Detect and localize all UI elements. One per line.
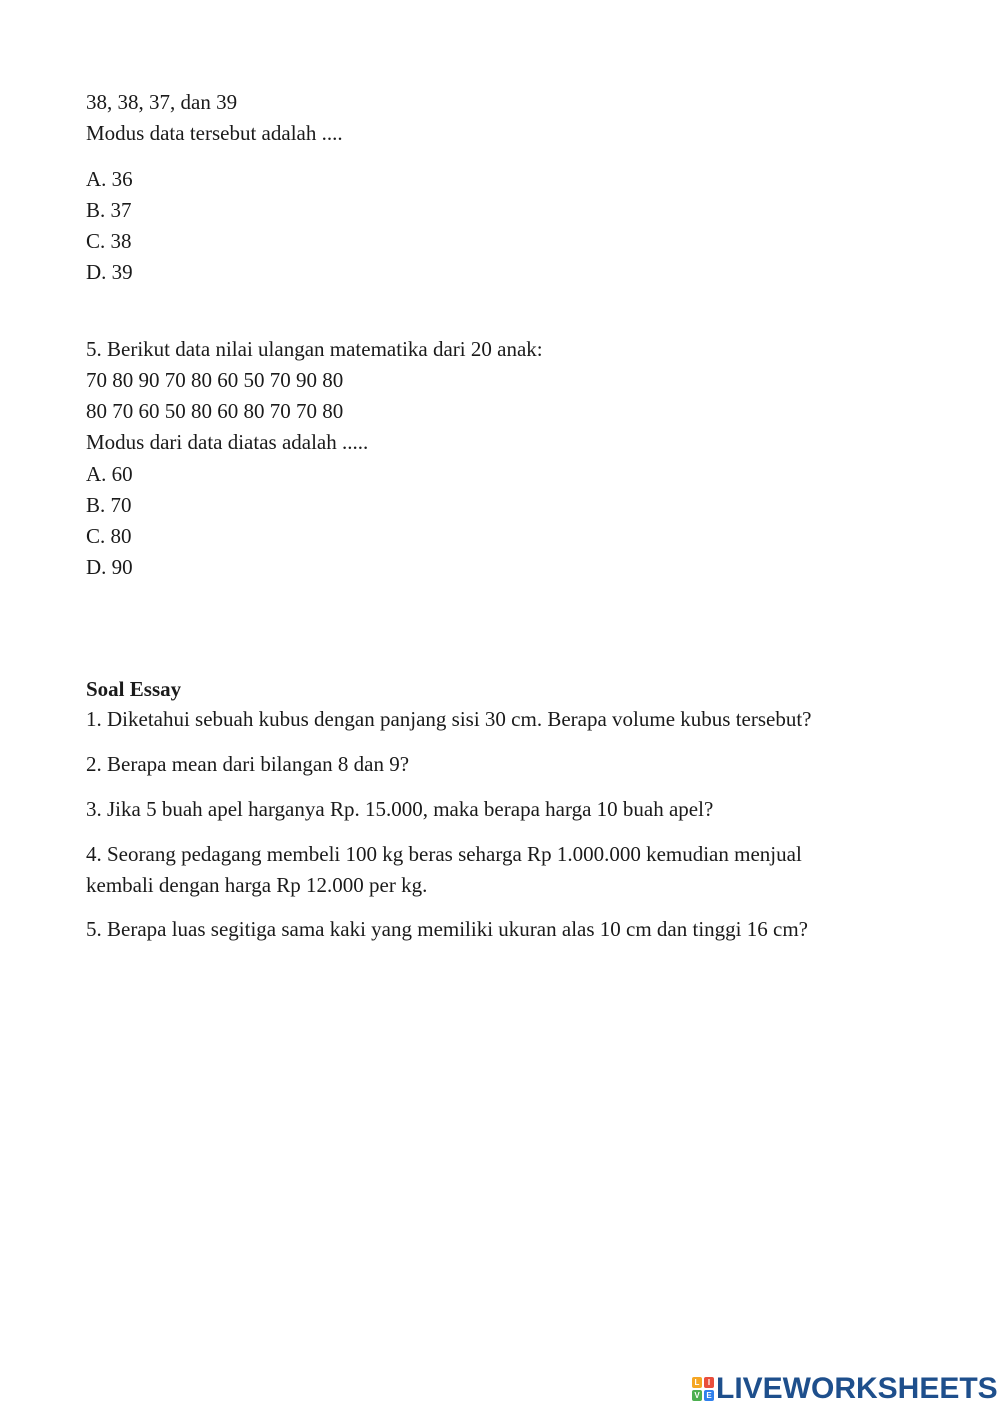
essay-item-1: 1. Diketahui sebuah kubus dengan panjang sisi 30 cm. Berapa volume kubus tersebut? — [86, 707, 812, 731]
q4-option-d: D. 39 — [86, 260, 133, 284]
q4-question: Modus data tersebut adalah .... — [86, 121, 343, 145]
q5-option-b: B. 70 — [86, 493, 132, 517]
liveworksheets-logo — [692, 1372, 998, 1406]
q4-option-a: A. 36 — [86, 167, 133, 191]
q4-option-b: B. 37 — [86, 198, 132, 222]
essay-item-4-line-2: kembali dengan harga Rp 12.000 per kg. — [86, 873, 428, 897]
q5-prompt: Modus dari data diatas adalah ..... — [86, 430, 369, 454]
q5-question: 5. Berikut data nilai ulangan matematika dari 20 anak: — [86, 337, 543, 361]
essay-item-4-line-1: 4. Seorang pedagang membeli 100 kg beras seharga Rp 1.000.000 kemudian menjual — [86, 842, 802, 866]
essay-item-5: 5. Berapa luas segitiga sama kaki yang memiliki ukuran alas 10 cm dan tinggi 16 cm? — [86, 917, 808, 941]
liveworksheets-logo-icon — [692, 1377, 714, 1401]
liveworksheets-brand-text: LIVEWORKSHEETS — [716, 1372, 998, 1405]
logo-tile-i: I — [704, 1377, 714, 1388]
q4-option-c: C. 38 — [86, 229, 132, 253]
logo-tile-l: L — [692, 1377, 702, 1388]
logo-tile-v: V — [692, 1390, 702, 1401]
q5-option-d: D. 90 — [86, 555, 133, 579]
logo-tile-e: E — [704, 1390, 714, 1401]
essay-item-3: 3. Jika 5 buah apel harganya Rp. 15.000, maka berapa harga 10 buah apel? — [86, 797, 714, 821]
q5-data-row-1: 70 80 90 70 80 60 50 70 90 80 — [86, 368, 344, 392]
q4-data-line: 38, 38, 37, dan 39 — [86, 90, 238, 114]
q5-option-c: C. 80 — [86, 524, 132, 548]
q5-data-row-2: 80 70 60 50 80 60 80 70 70 80 — [86, 399, 344, 423]
q5-option-a: A. 60 — [86, 462, 133, 486]
essay-item-2: 2. Berapa mean dari bilangan 8 dan 9? — [86, 752, 410, 776]
essay-heading: Soal Essay — [86, 677, 182, 701]
